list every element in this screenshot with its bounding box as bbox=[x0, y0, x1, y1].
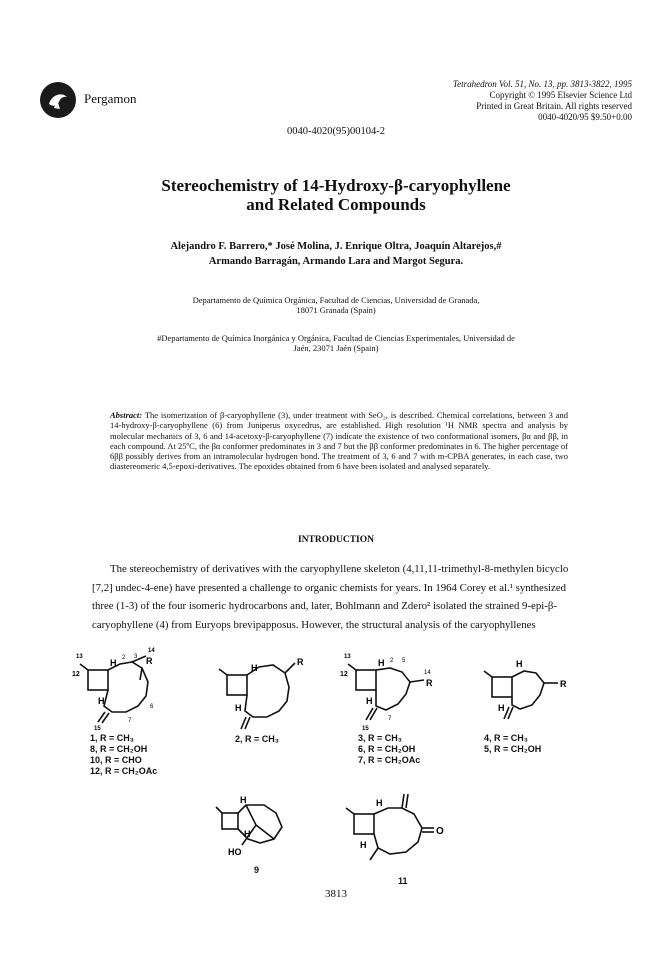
atom-label-h: H bbox=[378, 658, 385, 668]
atom-label-h: H bbox=[235, 703, 242, 713]
compound-label: 4, R = CH₃ bbox=[484, 733, 528, 743]
atom-number: 14 bbox=[148, 648, 155, 654]
section-heading-introduction: INTRODUCTION bbox=[297, 535, 374, 545]
publisher-name: Pergamon bbox=[84, 91, 137, 106]
atom-number: 7 bbox=[128, 718, 132, 724]
atom-label-o: O bbox=[436, 826, 444, 837]
affiliation-line: Departamento de Química Orgánica, Facultad de Ciencias, Universidad de Granada, bbox=[192, 295, 480, 305]
atom-number: 12 bbox=[340, 671, 348, 678]
document-id: 0040-4020(95)00104-2 bbox=[287, 126, 385, 137]
atom-label-h: H bbox=[240, 795, 247, 805]
atom-label-h: H bbox=[516, 659, 523, 669]
compound-label: 7, R = CH₂OAc bbox=[358, 755, 421, 765]
abstract bbox=[110, 410, 568, 472]
affiliation-granada bbox=[0, 295, 672, 315]
atom-label-h: H bbox=[366, 696, 373, 706]
structure-4 bbox=[478, 655, 588, 754]
intro-line: three (1-3) of the four isomeric hydrocarbons and, later, Bohlmann and Zdero² isolated the strained 9-epi-β- bbox=[92, 600, 557, 613]
page-number: 3813 bbox=[325, 888, 347, 900]
atom-number: 13 bbox=[76, 654, 83, 660]
structure-2-drawing bbox=[213, 655, 323, 735]
compound-label: 1, R = CH₃ bbox=[90, 733, 134, 743]
intro-line: The stereochemistry of derivatives with the caryophyllene skeleton (4,11,11-trimethyl-8-methylen bicyclo bbox=[110, 563, 569, 575]
authors-line-1: Alejandro F. Barrero,* José Molina, J. Enrique Oltra, Joaquín Altarejos,# bbox=[170, 241, 502, 252]
atom-number: 15 bbox=[362, 726, 369, 732]
affiliation-line: Jaén, 23071 Jaén (Spain) bbox=[293, 343, 379, 353]
abstract-label: Abstract: bbox=[110, 410, 143, 420]
structure-3-drawing bbox=[340, 650, 450, 730]
atom-label-r: R bbox=[146, 656, 153, 666]
atom-number: 2 bbox=[390, 658, 394, 664]
affiliation-jaen bbox=[0, 333, 672, 353]
atom-label-ho: HO bbox=[228, 847, 242, 857]
structure-2 bbox=[213, 655, 323, 744]
atom-number: 6 bbox=[150, 704, 154, 710]
atom-number: 14 bbox=[424, 670, 431, 676]
atom-label-h: H bbox=[376, 798, 383, 808]
compound-label: 2, R = CH₃ bbox=[235, 734, 279, 744]
atom-number: 13 bbox=[344, 654, 351, 660]
atom-number: 2 bbox=[122, 655, 126, 661]
structure-1-drawing bbox=[72, 650, 182, 730]
affiliation-line: 18071 Granada (Spain) bbox=[296, 305, 376, 315]
atom-label-h: H bbox=[498, 703, 505, 713]
atom-label-h: H bbox=[98, 696, 105, 706]
intro-line: [7,2] undec-4-ene) have presented a challenge to organic chemists for years. In 1964 Corey et al.¹ synthesized bbox=[92, 581, 567, 594]
atom-label-r: R bbox=[297, 657, 304, 667]
pergamon-logo-icon bbox=[40, 82, 76, 118]
atom-number: 15 bbox=[94, 726, 101, 732]
atom-label-r: R bbox=[426, 678, 433, 688]
atom-number: 12 bbox=[72, 671, 80, 678]
structure-9 bbox=[212, 795, 322, 875]
title-line-1: Stereochemistry of 14-Hydroxy-β-caryophyllene bbox=[161, 176, 511, 195]
pergamon-logo bbox=[40, 82, 76, 118]
atom-label-h: H bbox=[110, 658, 117, 668]
authors-line-2: Armando Barragán, Armando Lara and Margot Segura. bbox=[208, 256, 464, 267]
atom-label-h: H bbox=[244, 829, 251, 839]
compound-label: 3, R = CH₃ bbox=[358, 733, 402, 743]
atom-number: 5 bbox=[402, 658, 406, 664]
compound-label: 8, R = CH₂OH bbox=[90, 744, 148, 754]
structure-1 bbox=[72, 648, 182, 776]
affiliation-line: #Departamento de Química Inorgánica y Orgánica, Facultad de Ciencias Experimentales, Universidad de bbox=[157, 333, 515, 343]
compound-label: 10, R = CHO bbox=[90, 755, 142, 765]
structure-11 bbox=[340, 790, 460, 886]
atom-number: 3 bbox=[134, 654, 138, 660]
abstract-text: The isomerization of β-caryophyllene (3), under treatment with SeO₂, is described. Chemical correlations, between 3 and 14-hydroxy-β-caryophyllene (6) from Juniperus oxycedrus, are established. High resolution ¹H NMR spectra and analysis by molecular mechanics of 3, 6 and 14-acetoxy-β-caryophyllene (7) indicate the existence of two conformational isomers, βα and ββ, in each compound. At 25ºC, the βα conformer predominates in 3 and 7 but the ββ conformer predominates in 6. The higher percentage of 6ββ possibly derives from an intramolecular hydrogen bond. The treatment of 3, 6 and 7 with m-CPBA generates, in each case, two diastereomeric 4,5-epoxi-derivatives. The epoxides obtained from 6 have been isolated and analysed separately. bbox=[110, 410, 568, 472]
author-list bbox=[0, 239, 672, 269]
journal-rights: Printed in Great Britain. All rights reserved bbox=[476, 101, 632, 111]
compound-label: 5, R = CH₂OH bbox=[484, 744, 542, 754]
compound-label: 6, R = CH₂OH bbox=[358, 744, 416, 754]
paper-title bbox=[0, 176, 672, 214]
journal-price: 0040-4020/95 $9.50+0.00 bbox=[538, 112, 632, 122]
atom-label-r: R bbox=[560, 679, 567, 689]
structure-11-drawing bbox=[340, 790, 460, 870]
title-line-2: and Related Compounds bbox=[246, 195, 426, 214]
atom-label-h: H bbox=[360, 840, 367, 850]
structure-4-drawing bbox=[478, 655, 588, 735]
journal-copyright: Copyright © 1995 Elsevier Science Ltd bbox=[489, 90, 632, 100]
atom-label-h: H bbox=[251, 663, 258, 673]
intro-line: caryophyllene (4) from Euryops brevipapposus. However, the structural analysis of the caryophyllenes bbox=[92, 618, 536, 631]
compound-label: 9 bbox=[254, 865, 260, 875]
atom-number: 7 bbox=[388, 716, 392, 722]
journal-info bbox=[453, 79, 632, 123]
introduction-paragraph bbox=[92, 560, 588, 634]
structure-9-drawing bbox=[212, 795, 322, 865]
structure-3 bbox=[340, 650, 450, 765]
compound-label: 11 bbox=[398, 876, 408, 886]
compound-label: 12, R = CH₂OAc bbox=[90, 766, 158, 776]
journal-citation: Tetrahedron Vol. 51, No. 13, pp. 3813-3822, 1995 bbox=[452, 79, 632, 89]
